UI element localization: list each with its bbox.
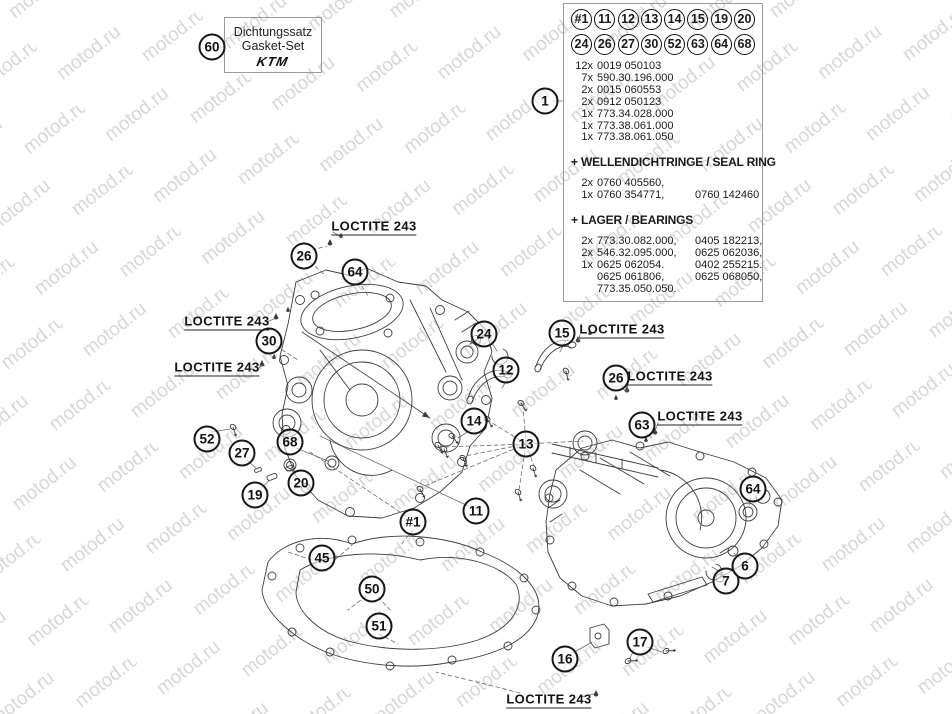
quantity: 2x [581,95,593,108]
callout-number: 15 [554,325,570,341]
part-number-badge: 14 [664,9,685,30]
callout-number: 52 [199,431,215,447]
parts-list-box [563,3,776,302]
quantity: 2x [581,247,593,260]
quantity [571,284,593,296]
callout-bubble [366,613,393,640]
callout-bubble [288,470,315,497]
callout-bubble [242,482,269,509]
quantity: 12x [575,60,593,72]
part-number: 0019 050103 [597,60,662,72]
quantity-line [571,109,755,121]
quantity [571,272,593,284]
quantity: 2x [581,235,593,248]
callout-number: 68 [282,434,298,450]
part-number: 773.34.028.000 [597,107,674,120]
callout-bubble [552,646,579,673]
badge-row-2 [571,34,755,55]
part-number: 773.38.061.000 [597,119,674,132]
gasket-outline-drawing [262,536,540,670]
callout-bubble [513,431,540,458]
callout-bubble [461,408,488,435]
right-case-drawing [545,440,782,606]
quantity-line [571,85,755,97]
callout-bubble [194,426,221,453]
part-number-badge: 20 [734,9,755,30]
callout-bubble [400,509,427,536]
oil-tube-drawing [466,340,577,404]
callout-number: 19 [247,487,263,503]
quantity: 1x [581,107,593,120]
callout-bubble [277,429,304,456]
part-number: 0015 060553 [597,83,662,96]
quantity-list [571,61,755,144]
callout-number: 64 [745,481,761,497]
bearings-list [571,235,763,296]
part-number-badge: 63 [687,34,708,55]
loctite-label: LOCTITE 243 [174,359,260,375]
callout-bubble [256,328,283,355]
gasket-set-title-de: Dichtungssatz [233,25,313,39]
loctite-label: LOCTITE 243 [657,408,743,424]
callout-number: 24 [476,326,492,342]
bearings-header: + LAGER / BEARINGS [571,213,694,228]
quantity: 2x [581,83,593,96]
part-number: 590.30.196.000 [597,71,674,84]
part-number-badge: 15 [687,9,708,30]
loctite-label: LOCTITE 243 [331,218,417,234]
callout-bubble [199,34,226,61]
quantity: 2x [581,177,593,190]
callout-number: 17 [632,634,648,650]
part-number-badge: 26 [594,34,615,55]
part-number: 0625 061806, [597,270,665,283]
callout-bubble [740,476,767,503]
part-number: 0402 255215. [695,258,763,271]
callout-number: 1 [541,93,549,109]
part-number: 0760 354771, [597,189,665,202]
callout-bubble [471,321,498,348]
part-number-badge: 11 [594,9,615,30]
part-number: 0760 142460 [695,189,760,202]
part-number: 773.35.050.050. [597,282,677,295]
callout-bubble [629,412,656,439]
callout-bubble [603,365,630,392]
quantity-line [571,97,755,109]
part-number-badge: 27 [618,34,639,55]
bearing-line [571,270,763,284]
gasket-set-box [224,17,322,73]
callout-bubble [532,88,559,115]
part-number-badge: 24 [571,34,592,55]
quantity: 1x [581,131,593,144]
callout-number: 14 [466,413,482,429]
callout-number: 7 [722,573,730,589]
callout-number: #1 [405,514,421,530]
callout-bubble [291,243,318,270]
part-number-badge: 19 [711,9,732,30]
callout-bubble [309,545,336,572]
part-number: 0912 050123 [597,95,662,108]
callout-number: 26 [296,248,312,264]
callout-number: 20 [293,475,309,491]
callout-bubble [463,498,490,525]
part-number [695,284,755,296]
part-number-badge: 12 [618,9,639,30]
callout-bubble [342,259,369,286]
quantity: 7x [581,71,593,84]
callout-number: 6 [741,558,749,574]
part-number: 773.30.082.000, [597,235,677,248]
badge-row-1 [571,9,755,30]
callout-number: 30 [261,333,277,349]
part-number-badge: 64 [711,34,732,55]
part-number: 773.38.061.050 [597,131,674,144]
callout-bubble [549,320,576,347]
callout-bubble [627,629,654,656]
callout-number: 64 [347,264,363,280]
callout-bubble [229,440,256,467]
loctite-label: LOCTITE 243 [506,691,592,707]
loctite-label: LOCTITE 243 [184,313,270,329]
gasket-set-title-en: Gasket-Set [241,39,305,53]
callout-bubble [359,576,386,603]
quantity: 1x [581,258,593,271]
seal-ring-list [571,177,760,202]
part-number-badge: 13 [641,9,662,30]
callout-number: 27 [234,445,250,461]
callout-bubble [493,357,520,384]
seal-ring-line [571,189,760,202]
quantity-line [571,132,755,144]
part-number-badge: 30 [641,34,662,55]
callout-number: 60 [204,39,220,55]
loctite-label: LOCTITE 243 [579,321,665,337]
callout-number: 16 [557,651,573,667]
callout-number: 63 [634,417,650,433]
quantity: 1x [581,189,593,202]
part-number: 0625 062054. [597,258,665,271]
part-number: 546.32.095.000, [597,247,677,260]
part-number: 0760 405560, [597,177,665,190]
callout-number: 26 [608,370,624,386]
loctite-label: LOCTITE 243 [627,368,713,384]
part-number-badge: 68 [734,34,755,55]
bearing-line [571,284,755,296]
part-number-badge: #1 [571,9,592,30]
part-number: 0625 068050, [695,270,763,283]
callout-number: 51 [371,618,387,634]
callout-number: 50 [364,581,380,597]
callout-number: 12 [498,362,514,378]
part-number: 0405 182213, [695,235,763,248]
callout-number: 11 [468,503,484,519]
screws-drawing [227,367,675,667]
seal-ring-header: + WELLENDICHTRINGE / SEAL RING [571,155,776,170]
ktm-logo: KTM [255,54,291,69]
callout-bubble [732,553,759,580]
part-number: 0625 062036, [695,247,763,260]
callout-number: 13 [518,436,534,452]
part-number-badge: 52 [664,34,685,55]
quantity: 1x [581,119,593,132]
callout-number: 45 [314,550,330,566]
